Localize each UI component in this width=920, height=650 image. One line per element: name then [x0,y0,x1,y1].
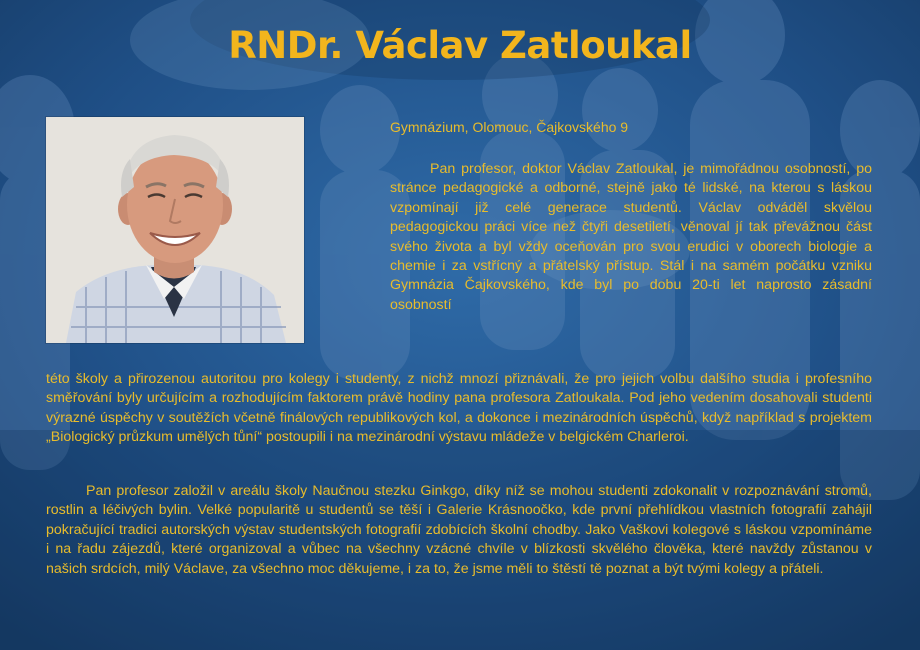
school-address: Gymnázium, Olomouc, Čajkovského 9 [390,119,629,135]
portrait-illustration [46,117,304,343]
biography-paragraph-2: Pan profesor založil v areálu školy Naučnou stezku Ginkgo, díky níž se mohou studenti zdokonalit v rozpoznávání stromů, rostlin a léčivých bylin. Velké popularitě u studentů se těší i Galerie Krásnoočko, kde první přehlídkou vlastních fotografií zahájil pokračující tradici autorských výstav studentských fotografií zdobících školní chodby. Jako Vaškovi kolegové s láskou vzpomínáme i na řadu zájezdů, které organizoval a vůbec na všechny vzácné chvíle v blízkosti skvělého člověka, které navždy zůstanou v našich srdcích, milý Václave, za všechno moc děkujeme, i za to, že jsme měli to štěstí tě poznat a být tvými kolegy a přáteli. [46,483,872,577]
portrait-photo [46,117,304,343]
page-title: RNDr. Václav Zatloukal [228,24,692,67]
biography-paragraph-1-continued: této školy a přirozenou autoritou pro kolegy i studenty, z nichž mnozí přiznávali, že pro jejich volbu dalšího studia i profesního směřování byly určujícím a rozhodujícím faktorem právě hodiny pana profesora Zatloukala. Pod jeho vedením dosahovali studenti výrazné úspěchy v soutěžích včetně finálových republikových kol, a dokonce i mezinárodních úspěchů, když například s projektem „Biologický průzkum umělých tůní“ postoupili i na mezinárodní výstavu mládeže v belgickém Charleroi. [46,371,872,446]
biography-paragraph-1: Pan profesor, doktor Václav Zatloukal, je mimořádnou osobností, po stránce pedagogické a odborné, stejně jako té lidské, na kterou s láskou vzpomínají již celé generace studentů. Václav odváděl skvělou pedagogickou práci více než čtyři desetiletí, věnoval jí tak převážnou část svého života a byl vždy oceňován pro svou erudici v oborech biologie a chemie i za vstřícný a přátelský přístup. Stál i na samém počátku vzniku Gymnázia Čajkovského, kde byl po dobu 20-ti let naprosto zásadní osobností [390,161,872,313]
